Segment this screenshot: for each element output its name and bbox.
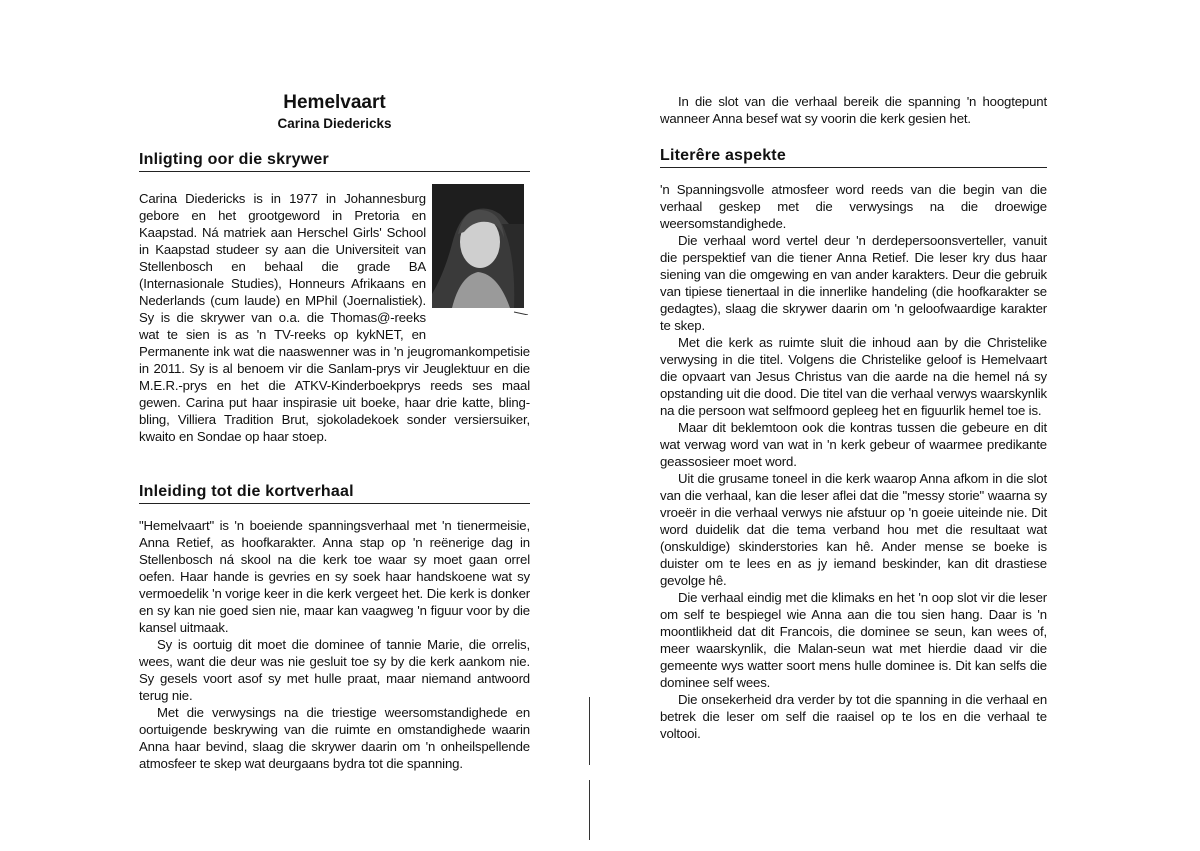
intro-paragraph-3: Met die verwysings na die triestige weersomstandighede en oortuigende beskrywing van die ruimte en omstandighede waarin Anna haar bevind, slaag die skrywer daarin om 'n onheilspellende atmosfeer te skep wat deurgaans bydra tot die spanning. <box>139 705 530 771</box>
section-heading-introduction: Inleiding tot die kortverhaal <box>139 483 354 500</box>
author-bio <box>139 190 530 445</box>
literary-text <box>660 181 1047 742</box>
literary-paragraph-4: Maar dit beklemtoon ook die kontras tussen die gebeure en dit wat verwag word van wat in 'n kerk gebeur of waarmee predikante geassosieer moet word. <box>660 420 1047 469</box>
heading-rule <box>660 167 1047 168</box>
gutter-line <box>589 697 590 765</box>
literary-paragraph-7: Die onsekerheid dra verder by tot die spanning in die verhaal en betrek die leser om self die raaisel op te los en die verhaal te voltooi. <box>660 692 1047 741</box>
story-title: Hemelvaart <box>283 92 386 113</box>
author-bio-text: Carina Diedericks is in 1977 in Johannesburg gebore en het grootgeword in Pretoria en Kaapstad. Ná matriek aan Herschel Girls' School in Kaapstad studeer sy aan die Universiteit van Stellenbosch en behaal die grade BA (Internasionale Studies), Honneurs Afrikaans en Nederlands (cum laude) en MPhil (Joernalistiek). Sy is die skrywer van o.a. die Thomas@-reeks wat te sien is as 'n TV-reeks op kykNET, en Permanente ink wat die naaswenner was in 'n jeugromankompetisie in 2011. Sy is al benoem vir die Sanlam-prys vir Jeuglektuur en die M.E.R.-prys en het die ATKV-Kinderboekprys reeds ses maal gewen. Carina put haar inspirasie uit boeke, haar drie katte, bling-bling, Villiera Tradition Brut, sjokoladekoek sonder versiersuiker, kwaito en Sondae op haar stoep. <box>139 191 530 444</box>
section-heading-literary-aspects: Literêre aspekte <box>660 147 786 164</box>
section-heading-author-info: Inligting oor die skrywer <box>139 151 329 168</box>
heading-rule <box>139 503 530 504</box>
gutter-line <box>589 780 590 840</box>
story-author: Carina Diedericks <box>277 116 392 131</box>
intro-paragraph-1: "Hemelvaart" is 'n boeiende spanningsverhaal met 'n tienermeisie, Anna Retief, as hoofkarakter. Anna stap op 'n reënerige dag in Stellenbosch ná skool na die kerk toe waar sy moet gaan orrel oefen. Haar hande is gevries en sy soek haar handskoene wat sy vermoedelik 'n vorige keer in die kerk vergeet het. Die kerk is donker en sy kan nie goed sien nie, maar kan vaagweg 'n figuur voor by die kansel uitmaak. <box>139 518 530 635</box>
photo-float-spacer <box>426 190 530 332</box>
continuation-paragraph: In die slot van die verhaal bereik die spanning 'n hoogtepunt wanneer Anna besef wat sy voorin die kerk gesien het. <box>660 94 1047 126</box>
intro-text <box>139 517 530 772</box>
literary-paragraph-3: Met die kerk as ruimte sluit die inhoud aan by die Christelike verwysing in die titel. Volgens die Christelike geloof is Hemelvaart die opvaart van Jesus Christus van die aarde na die hemel ná sy opstanding uit die dood. Die titel van die verhaal verwys waarskynlik na die persoon wat selfmoord gepleeg het en figuurlik hemel toe is. <box>660 335 1047 418</box>
literary-paragraph-5: Uit die grusame toneel in die kerk waarop Anna afkom in die slot van die verhaal, kan die leser aflei dat die "messy storie" waarna sy vroeër in die verhaal verwys nie afstuur op 'n goeie uiteinde nie. Dit word duidelik dat die tema verband hou met die resultaat wat (onskuldige) skinderstories kan hê. Ander mense se boeke is duister om te lees en as jy iemand beskinder, kan dit drastiese gevolge hê. <box>660 471 1047 588</box>
intro-paragraph-2: Sy is oortuig dit moet die dominee of tannie Marie, die orrelis, wees, want die deur was nie gesluit toe sy by die kerk aankom nie. Sy gesels voort asof sy met hulle praat, maar niemand antwoord terug nie. <box>139 637 530 703</box>
literary-paragraph-1: 'n Spanningsvolle atmosfeer word reeds van die begin van die verhaal geskep met die verwysings na die droewige weersomstandighede. <box>660 182 1047 231</box>
heading-rule <box>139 171 530 172</box>
literary-paragraph-6: Die verhaal eindig met die klimaks en het 'n oop slot vir die leser om self te bespiegel wie Anna aan die tou sien hang. Daar is 'n moontlikheid dat dit Francois, die dominee se seun, kan wees of, meer waarskynlik, die Malan-seun wat met hierdie daad vir die gemeente wys watter soort mens hulle dominee is. Dit kan selfs die dominee self wees. <box>660 590 1047 690</box>
literary-paragraph-2: Die verhaal word vertel deur 'n derdepersoonsverteller, vanuit die perspektief van die tiener Anna Retief. Die leser kry dus haar siening van die omgewing en van ander karakters. Deur die gebruik van tipiese tienertaal in die innerlike handeling (die hoofkarakter se gedagtes), slaag die skrywer daarin om 'n geloofwaardige karakter te skep. <box>660 233 1047 333</box>
